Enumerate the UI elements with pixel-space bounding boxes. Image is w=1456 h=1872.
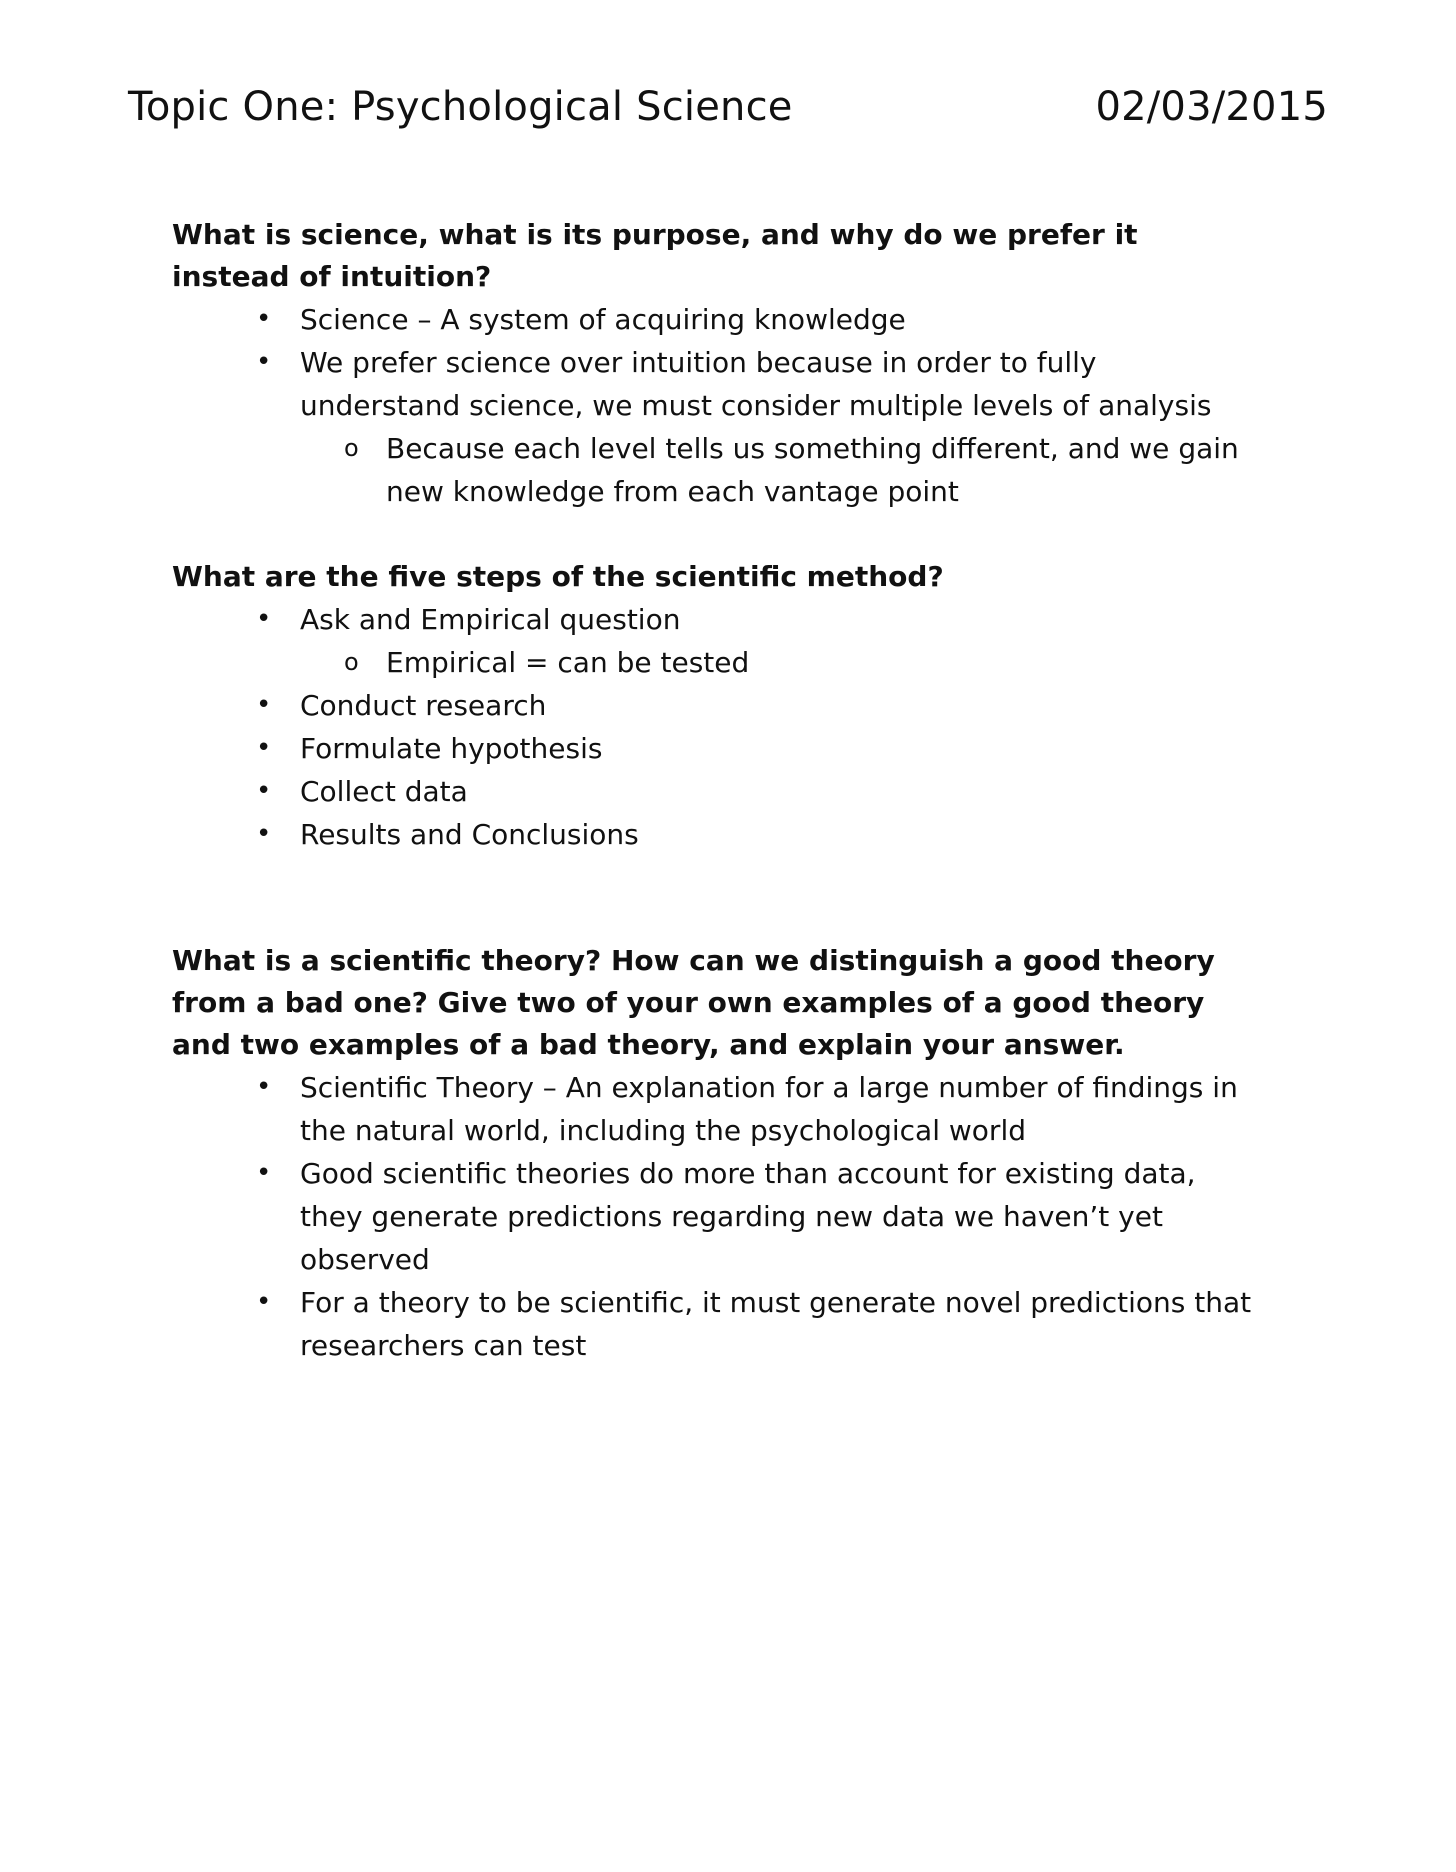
list-item [256,684,1292,727]
list-item-line: Results and Conclusions [300,818,639,851]
list-item-line: For a theory to be scientific, it must generate novel predictions that [300,1286,1252,1319]
page-date: 02/03/2015 [1095,84,1328,130]
sub-bullet-icon: o [344,648,359,676]
sub-list-item [344,641,1292,684]
bullet-icon: • [256,347,272,377]
question-line: What is science, what is its purpose, and why do we prefer it [172,218,1138,251]
list-item [256,341,1292,513]
section-2 [172,556,1292,856]
list-item-line: understand science, we must consider multiple levels of analysis [300,389,1212,422]
sub-bullet-list [300,427,1292,513]
header [128,84,1328,140]
page-title: Topic One: Psychological Science [128,84,793,130]
sub-list-item [344,427,1292,513]
question-line: What is a scientific theory? How can we distinguish a good theory [172,944,1215,977]
question-line: and two examples of a bad theory, and explain your answer. [172,1028,1125,1061]
bullet-icon: • [256,1158,272,1188]
bullet-list [172,598,1292,856]
list-item-line: Ask and Empirical question [300,603,681,636]
list-item-line: Conduct research [300,689,547,722]
question-line: from a bad one? Give two of your own examples of a good theory [172,986,1205,1019]
bullet-icon: • [256,733,272,763]
list-item-line: researchers can test [300,1329,587,1362]
list-item [256,1281,1292,1367]
section-question [172,556,1292,598]
bullet-icon: • [256,304,272,334]
list-item [256,598,1292,684]
list-item-line: Good scientific theories do more than account for existing data, [300,1157,1196,1190]
list-item-line: Science – A system of acquiring knowledge [300,303,906,336]
sub-bullet-icon: o [344,434,359,462]
section-question [172,214,1292,298]
sub-list-item-line: Because each level tells us something different, and we gain [386,432,1239,465]
bullet-icon: • [256,1287,272,1317]
section-3 [172,940,1292,1367]
bullet-icon: • [256,1072,272,1102]
list-item-line: the natural world, including the psychological world [300,1114,1026,1147]
list-item [256,298,1292,341]
list-item-line: observed [300,1243,430,1276]
section-1 [172,214,1292,513]
sub-list-item-line: new knowledge from each vantage point [386,475,959,508]
list-item-line: Formulate hypothesis [300,732,603,765]
bullet-list [172,1066,1292,1367]
list-item [256,1152,1292,1281]
list-item [256,1066,1292,1152]
list-item [256,770,1292,813]
bullet-list [172,298,1292,513]
question-line: instead of intuition? [172,260,492,293]
section-question [172,940,1292,1066]
sub-list-item-line: Empirical = can be tested [386,646,750,679]
list-item-line: Collect data [300,775,468,808]
list-item [256,727,1292,770]
list-item-line: Scientific Theory – An explanation for a large number of findings in [300,1071,1238,1104]
list-item [256,813,1292,856]
list-item-line: they generate predictions regarding new data we haven’t yet [300,1200,1163,1233]
list-item-line: We prefer science over intuition because in order to fully [300,346,1097,379]
bullet-icon: • [256,819,272,849]
bullet-icon: • [256,690,272,720]
sub-bullet-list [300,641,1292,684]
bullet-icon: • [256,776,272,806]
question-line: What are the five steps of the scientific method? [172,560,944,593]
bullet-icon: • [256,604,272,634]
